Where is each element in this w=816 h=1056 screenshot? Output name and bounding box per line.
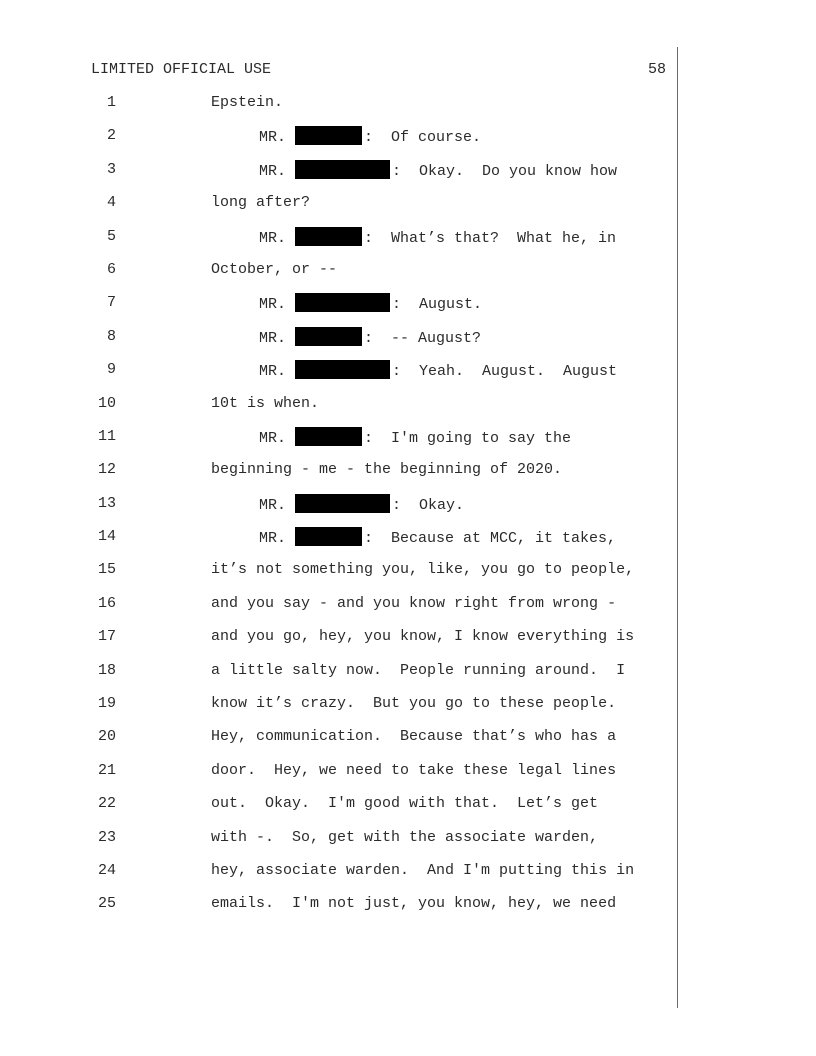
transcript-body (0, 93, 680, 928)
line-text (259, 360, 617, 382)
line-text: and you say - and you know right from wrong - (211, 594, 617, 612)
transcript-line (0, 627, 680, 660)
transcript-line (0, 661, 680, 694)
transcript-line (0, 794, 680, 827)
line-content: : What’s that? What he, in (364, 229, 617, 247)
page-number: 58 (647, 61, 666, 78)
line-content: : Because at MCC, it takes, (364, 530, 617, 548)
line-number: 24 (97, 861, 116, 879)
redaction-box (295, 126, 362, 145)
line-number: 8 (106, 327, 116, 345)
line-number: 13 (97, 494, 116, 512)
speaker-prefix: MR. (259, 229, 287, 247)
redaction-box (295, 494, 390, 513)
line-number: 23 (97, 828, 116, 846)
line-text: know it’s crazy. But you go to these people. (211, 695, 617, 713)
line-number: 12 (97, 461, 116, 479)
transcript-line (0, 193, 680, 226)
line-text: out. Okay. I'm good with that. Let’s get (211, 795, 599, 813)
speaker-prefix: MR. (259, 162, 287, 180)
classification-label: LIMITED OFFICIAL USE (91, 61, 272, 78)
transcript-line (0, 427, 680, 460)
transcript-line (0, 160, 680, 193)
line-content: : August. (392, 296, 483, 314)
line-number: 5 (106, 227, 116, 245)
line-text: long after? (211, 194, 311, 212)
transcript-line (0, 828, 680, 861)
line-number: 9 (106, 361, 116, 379)
line-text (259, 227, 616, 249)
transcript-line (0, 460, 680, 493)
speaker-prefix: MR. (259, 429, 287, 447)
line-text (259, 527, 616, 549)
line-number: 21 (97, 761, 116, 779)
line-text: Epstein. (211, 94, 284, 111)
line-number: 3 (106, 160, 116, 178)
line-text (259, 427, 571, 449)
line-content: : Yeah. August. August (392, 363, 618, 381)
redaction-box (295, 160, 390, 179)
line-number: 16 (97, 594, 116, 612)
speaker-prefix: MR. (259, 296, 287, 314)
line-text: a little salty now. People running around. I (211, 661, 626, 679)
line-number: 11 (97, 427, 116, 445)
redaction-box (295, 527, 362, 546)
transcript-line (0, 761, 680, 794)
line-number: 25 (97, 895, 116, 913)
line-number: 1 (106, 94, 116, 111)
line-number: 20 (97, 728, 116, 746)
line-text: 10t is when. (211, 394, 320, 412)
line-content: : I'm going to say the (364, 429, 572, 447)
transcript-line (0, 360, 680, 393)
redaction-box (295, 360, 390, 379)
transcript-line (0, 861, 680, 894)
transcript-line (0, 894, 680, 927)
page-header (0, 0, 816, 90)
line-number: 18 (97, 661, 116, 679)
redaction-box (295, 427, 362, 446)
line-content: : Okay. (392, 496, 465, 514)
line-text (259, 126, 481, 148)
transcript-line (0, 560, 680, 593)
line-number: 17 (97, 628, 116, 646)
line-number: 22 (97, 795, 116, 813)
line-number: 14 (97, 528, 116, 546)
line-number: 2 (106, 127, 116, 145)
line-content: : -- August? (364, 329, 482, 347)
line-number: 15 (97, 561, 116, 579)
transcript-line (0, 327, 680, 360)
line-text: emails. I'm not just, you know, hey, we need (211, 895, 617, 913)
transcript-line (0, 727, 680, 760)
redaction-box (295, 327, 362, 346)
transcript-line (0, 126, 680, 159)
line-text (259, 293, 482, 315)
line-number: 10 (97, 394, 116, 412)
line-text: and you go, hey, you know, I know everything is (211, 628, 635, 646)
line-text: it’s not something you, like, you go to people, (211, 561, 635, 579)
speaker-prefix: MR. (259, 363, 287, 381)
speaker-prefix: MR. (259, 496, 287, 514)
transcript-line (0, 494, 680, 527)
line-number: 7 (106, 294, 116, 312)
transcript-line (0, 527, 680, 560)
speaker-prefix: MR. (259, 530, 287, 548)
line-text: October, or -- (211, 260, 338, 278)
line-text (259, 494, 464, 516)
line-text (259, 160, 617, 182)
redaction-box (295, 293, 390, 312)
transcript-line (0, 260, 680, 293)
transcript-line (0, 227, 680, 260)
transcript-line (0, 93, 680, 126)
line-number: 19 (97, 695, 116, 713)
line-text (259, 327, 481, 349)
transcript-line (0, 594, 680, 627)
transcript-line (0, 394, 680, 427)
redaction-box (295, 227, 362, 246)
line-text: hey, associate warden. And I'm putting this in (211, 861, 635, 879)
speaker-prefix: MR. (259, 329, 287, 347)
line-number: 6 (106, 260, 116, 278)
line-number: 4 (106, 194, 116, 212)
line-content: : Of course. (364, 129, 482, 147)
transcript-line (0, 293, 680, 326)
line-text: with -. So, get with the associate warden, (211, 828, 599, 846)
line-content: : Okay. Do you know how (392, 162, 618, 180)
line-text: door. Hey, we need to take these legal lines (211, 761, 617, 779)
speaker-prefix: MR. (259, 129, 287, 147)
transcript-line (0, 694, 680, 727)
line-text: Hey, communication. Because that’s who has a (211, 728, 617, 746)
line-text: beginning - me - the beginning of 2020. (211, 461, 563, 479)
